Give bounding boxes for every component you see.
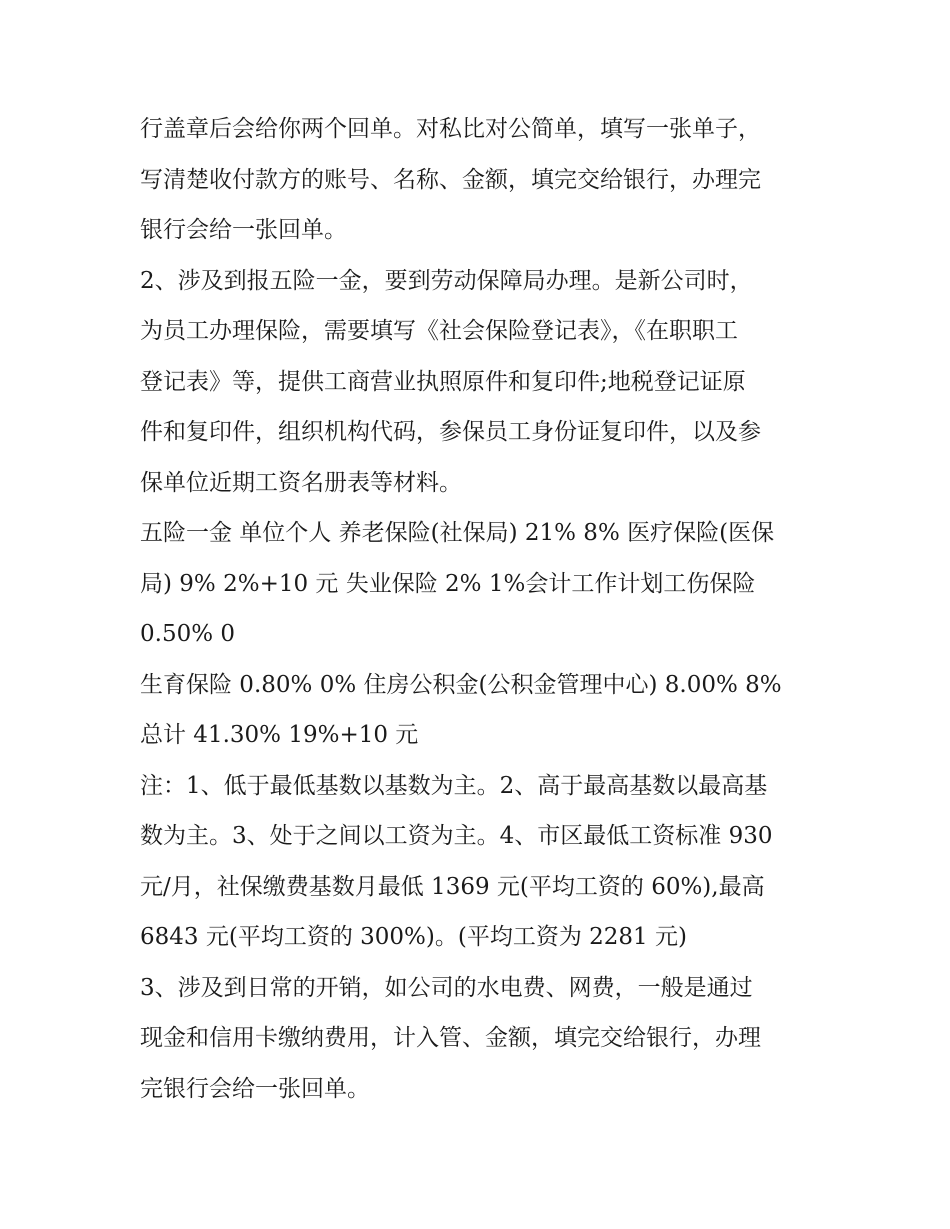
text-line: 五险一金 单位个人 养老保险(社保局) 21% 8% 医疗保险(医保: [140, 520, 775, 546]
text-line: 总计 41.30% 19%+10 元: [140, 722, 419, 748]
text-line: 写清楚收付款方的账号、名称、金额，填完交给银行，办理完: [140, 166, 761, 193]
text-line: 局) 9% 2%+10 元 失业保险 2% 1%会计工作计划工伤保险: [140, 570, 756, 597]
text-line: 完银行会给一张回单。: [140, 1075, 370, 1102]
text-line: 银行会给一张回单。: [140, 217, 347, 243]
text-line: 3、涉及到日常的开销，如公司的水电费、网费，一般是通过: [140, 974, 753, 1001]
text-line: 行盖章后会给你两个回单。对私比对公简单，填写一张单子，: [140, 116, 761, 142]
document-body: [140, 104, 820, 1114]
text-line: 登记表》等，提供工商营业执照原件和复印件;地税登记证原: [140, 368, 746, 395]
text-line: 为员工办理保险，需要填写《社会保险登记表》，《在职职工: [140, 318, 738, 344]
text-line: 数为主。3、处于之间以工资为主。4、市区最低工资标准 930: [140, 823, 773, 849]
text-line: 现金和信用卡缴纳费用，计入管、金额，填完交给银行，办理: [140, 1025, 761, 1051]
text-line: 件和复印件，组织机构代码，参保员工身份证复印件，以及参: [140, 419, 761, 445]
text-line: 保单位近期工资名册表等材料。: [140, 469, 462, 496]
text-line: 0.50% 0: [140, 621, 236, 647]
text-line: 2、涉及到报五险一金，要到劳动保障局办理。是新公司时，: [140, 267, 753, 294]
text-line: 生育保险 0.80% 0% 住房公积金(公积金管理中心) 8.00% 8%: [140, 671, 782, 698]
text-line: 元/月，社保缴费基数月最低 1369 元(平均工资的 60%),最高: [140, 873, 765, 900]
text-line: 注：1、低于最低基数以基数为主。2、高于最高基数以最高基: [140, 772, 768, 799]
text-line: 6843 元(平均工资的 300%)。(平均工资为 2281 元): [140, 924, 687, 950]
